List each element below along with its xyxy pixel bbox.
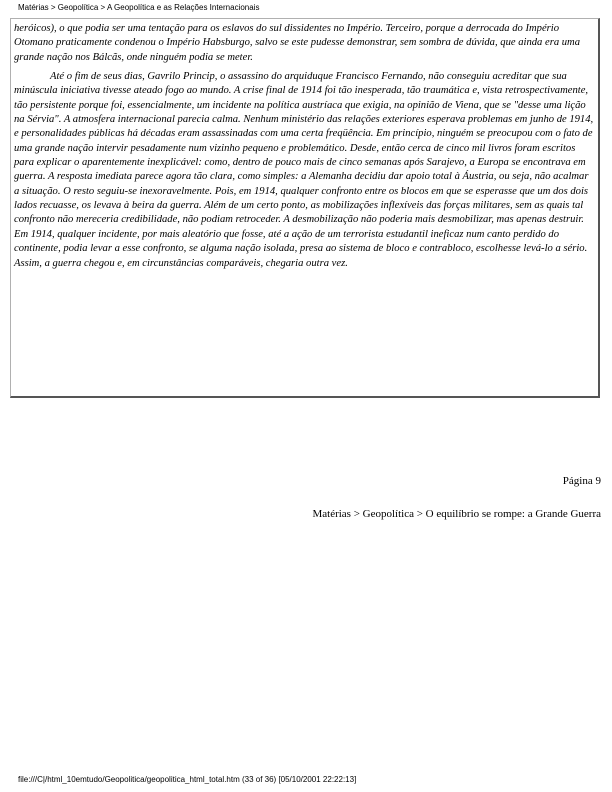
file-path-footer: file:///C|/html_10emtudo/Geopolitica/geopolitica_html_total.htm (33 of 36) [05/10/2001 22:22:13] (18, 775, 357, 784)
header-breadcrumb: Matérias > Geopolítica > A Geopolítica e as Relações Internacionais (18, 3, 260, 12)
article-content-box (10, 18, 600, 398)
page-number: Página 9 (562, 475, 601, 487)
footer-breadcrumb: Matérias > Geopolítica > O equilíbrio se rompe: a Grande Guerra (312, 508, 601, 520)
article-paragraph-2: Até o fim de seus dias, Gavrilo Princip, o assassino do arquiduque Francisco Fernando, não conseguiu acreditar que sua minúscula iniciativa tivesse ateado fogo ao mundo. A crise final de 1914 foi tão inesperada, tão traumática e, vista retrospectivamente, tão persistente porque foi, essencialmente, um incidente na política austríaca que exigia, na opinião de Viena, que se "desse uma lição na Sérvia". A atmosfera internacional parecia calma. Nenhum ministério das relações exteriores esperava problemas em junho de 1914, e personalidades públicas há décadas eram assassinadas com uma certa freqüência. Em princípio, ninguém se preocupou com o fato de uma grande nação intervir pesadamente num vizinho pequeno e problemático. Desde, então cerca de cinco mil livros foram escritos para explicar o aparentemente inexplicável: como, dentro de pouco mais de cinco semanas após Sarajevo, a Europa se encontrava em guerra. A resposta imediata parece agora tão clara, como simples: a Alemanha decidiu dar apoio total à Áustria, ou seja, não acalmar a situação. O resto seguiu-se inexoravelmente. Pois, em 1914, qualquer confronto entre os blocos em que se esperasse que um dos dois lados recuasse, os levava à beira da guerra. Além de um certo ponto, as mobilizações inflexíveis das forças militares, sem as quais tal confronto não mereceria credibilidade, não podiam retroceder. A desmobilização não poderia mais desmobilizar, mas apenas destruir. Em 1914, qualquer incidente, por mais aleatório que fosse, até a ação de um terrorista estudantil ineficaz num canto perdido do continente, podia levar a esse confronto, se alguma nação isolada, presa ao sistema de bloco e contrabloco, escolhesse levá-lo a sério. Assim, a guerra chegou e, em circunstâncias comparáveis, chegaria outra vez. (14, 71, 594, 269)
article-paragraph-1: heróicos), o que podia ser uma tentação para os eslavos do sul dissidentes no Império. Terceiro, porque a derrocada do Império Otomano praticamente condenou o Império Habsburgo, salvo se este pudesse demonstrar, sem sombra de dúvida, que ainda era uma grande nação nos Bálcãs, onde ninguém podia se meter. (14, 23, 581, 63)
